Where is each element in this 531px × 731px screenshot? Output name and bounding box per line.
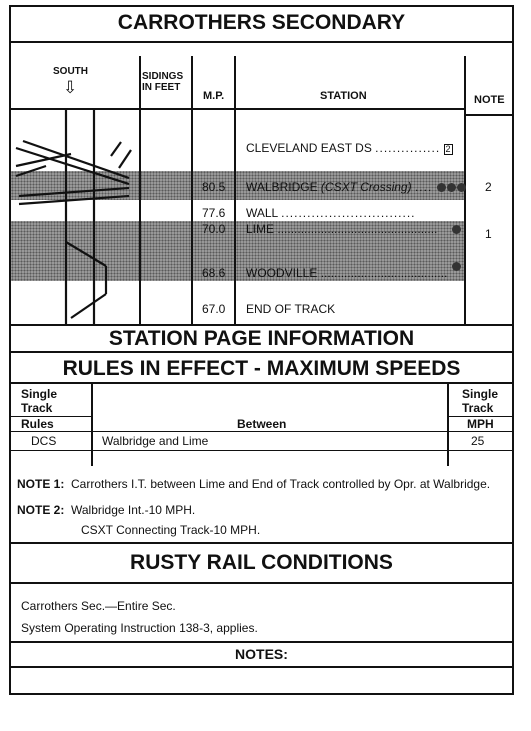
leader-dots: ...................................... — [320, 266, 448, 280]
mp-end-of-track: 67.0 — [202, 302, 226, 316]
note1-text: Carrothers I.T. between Lime and End of Track controlled by Opr. at Walbridge. — [71, 477, 491, 491]
leader-dots: ............... — [375, 141, 441, 155]
mp-lime: 70.0 — [202, 222, 226, 236]
station-row-cleveland — [246, 141, 453, 155]
mp-walbridge: 80.5 — [202, 180, 226, 194]
note-header-rule — [464, 114, 512, 116]
divider — [11, 324, 512, 326]
station-header: STATION — [320, 90, 367, 102]
col-divider-3 — [234, 56, 236, 324]
south-arrow-icon: ⇩ — [63, 78, 78, 97]
station-row-wall — [246, 206, 416, 220]
leader-dots: ................................................ — [277, 222, 438, 236]
rusty-line-2: System Operating Instruction 138-3, applies. — [21, 621, 258, 635]
col-divider-1 — [139, 56, 141, 324]
symbol-icon — [447, 183, 456, 192]
note-header: NOTE — [474, 94, 505, 106]
leader-dots: ............................... — [281, 206, 416, 220]
station-row-end — [246, 302, 335, 316]
table-col-divider — [91, 382, 93, 466]
station-box-number: 2 — [445, 144, 451, 154]
mp-header: M.P. — [203, 90, 225, 102]
mp-wall: 77.6 — [202, 206, 226, 220]
col-divider-2 — [191, 56, 193, 324]
station-name: WALBRIDGE — [246, 180, 318, 194]
note2-label: NOTE 2: — [17, 503, 65, 517]
station-row-woodville — [246, 266, 447, 280]
station-name: WALL — [246, 206, 278, 220]
col-header-between: Between — [237, 417, 287, 431]
note2-text2: CSXT Connecting Track-10 MPH. — [81, 523, 261, 537]
symbol-icon — [437, 183, 446, 192]
mp-woodville: 68.6 — [202, 266, 226, 280]
note-lime: 1 — [485, 227, 492, 241]
station-page-info-heading: STATION PAGE INFORMATION — [108, 327, 415, 350]
col-header-single-mph: Single — [462, 387, 499, 401]
col-header-single: Single — [21, 387, 58, 401]
col-header-rules: Rules — [21, 417, 54, 431]
station-row-lime — [246, 222, 437, 236]
divider — [11, 351, 512, 353]
station-name: LIME — [246, 222, 275, 236]
symbol-icon — [457, 183, 466, 192]
table-cell-between: Walbridge and Lime — [102, 434, 209, 448]
track-diagram — [11, 108, 139, 324]
rules-heading: RULES IN EFFECT - MAXIMUM SPEEDS — [62, 357, 461, 380]
note-walbridge: 2 — [485, 180, 492, 194]
table-col-divider — [447, 382, 449, 466]
rusty-heading: RUSTY RAIL CONDITIONS — [130, 551, 393, 574]
south-label: SOUTH — [53, 66, 88, 77]
table-rule — [447, 416, 512, 417]
divider — [11, 542, 512, 544]
station-name: CLEVELAND EAST DS — [246, 141, 372, 155]
col-header-track: Track — [21, 401, 53, 415]
divider — [11, 382, 512, 384]
rusty-line-1: Carrothers Sec.—Entire Sec. — [21, 599, 176, 613]
divider — [11, 666, 512, 668]
divider — [11, 582, 512, 584]
divider — [11, 641, 512, 643]
table-cell-rules: DCS — [31, 434, 57, 448]
table-rule — [11, 450, 512, 451]
symbol-icon — [452, 225, 461, 234]
page-title: CARROTHERS SECONDARY — [117, 11, 406, 34]
divider — [11, 41, 512, 43]
table-cell-mph: 25 — [471, 434, 485, 448]
station-name: END OF TRACK — [246, 302, 336, 316]
page-frame — [9, 5, 514, 695]
station-name: WOODVILLE — [246, 266, 318, 280]
notes-heading: NOTES: — [235, 646, 288, 662]
note1-label: NOTE 1: — [17, 477, 65, 491]
col-header-mph: MPH — [467, 417, 494, 431]
table-rule — [11, 416, 91, 417]
col-header-track-mph: Track — [462, 401, 494, 415]
symbol-icon — [452, 262, 461, 271]
leader-dots: .... — [414, 180, 433, 194]
sidings-header: SIDINGS IN FEET — [142, 71, 184, 93]
station-crossing-note: (CSXT Crossing) — [320, 180, 412, 194]
station-row-walbridge — [246, 180, 466, 194]
table-rule — [11, 431, 512, 432]
note2-text: Walbridge Int.-10 MPH. — [71, 503, 196, 517]
